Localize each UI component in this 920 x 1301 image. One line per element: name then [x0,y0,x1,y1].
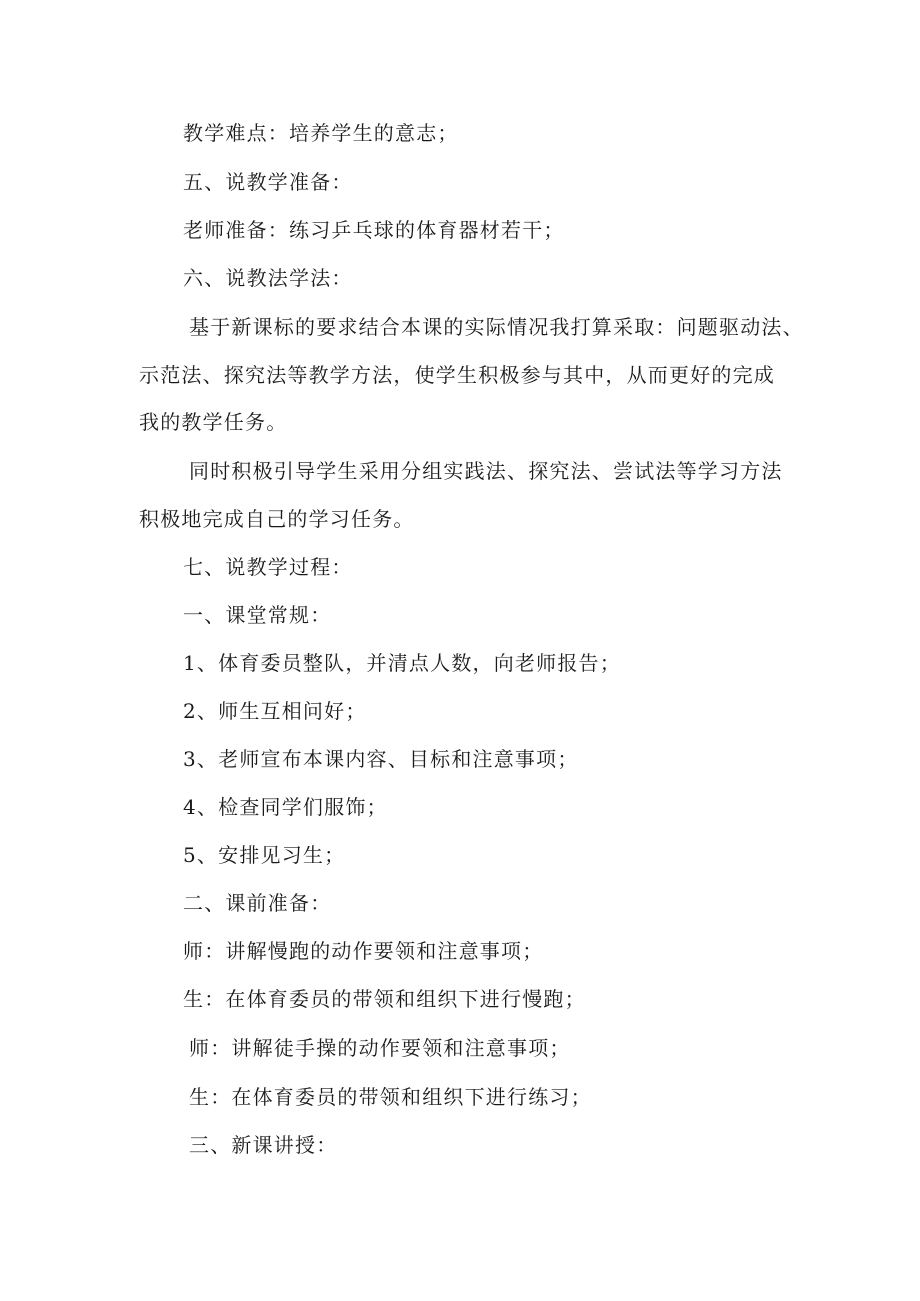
section-heading: 五、说教学准备： [183,170,353,194]
text-line: 生：在体育委员的带领和组织下进行练习； [189,1085,592,1109]
section-heading: 六、说教法学法： [183,266,353,290]
list-item: 5、安排见习生； [183,843,346,867]
text-line: 师：讲解慢跑的动作要领和注意事项； [183,939,544,963]
list-item: 3、老师宣布本课内容、目标和注意事项； [183,747,579,771]
text-line: 师：讲解徒手操的动作要领和注意事项； [189,1036,571,1060]
paragraph-line: 我的教学任务。 [139,410,288,434]
subsection-heading: 一、课堂常规： [183,603,332,627]
paragraph-line: 积极地完成自己的学习任务。 [139,507,415,531]
list-item: 4、检查同学们服饰； [183,795,388,819]
text-line: 生：在体育委员的带领和组织下进行慢跑； [183,987,586,1011]
paragraph-line: 同时积极引导学生采用分组实践法、探究法、尝试法等学习方法 [189,459,783,483]
list-item: 2、师生互相问好； [183,699,367,723]
subsection-heading: 二、课前准备： [183,891,332,915]
subsection-heading: 三、新课讲授： [189,1133,338,1157]
paragraph-line: 基于新课标的要求结合本课的实际情况我打算采取：问题驱动法、 [189,315,804,339]
section-heading: 七、说教学过程： [183,555,353,579]
text-line: 老师准备：练习乒乓球的体育器材若干； [183,218,565,242]
paragraph-line: 示范法、探究法等教学方法，使学生积极参与其中，从而更好的完成 [139,363,775,387]
list-item: 1、体育委员整队，并清点人数，向老师报告； [183,651,621,675]
text-line: 教学难点：培养学生的意志； [183,121,459,145]
